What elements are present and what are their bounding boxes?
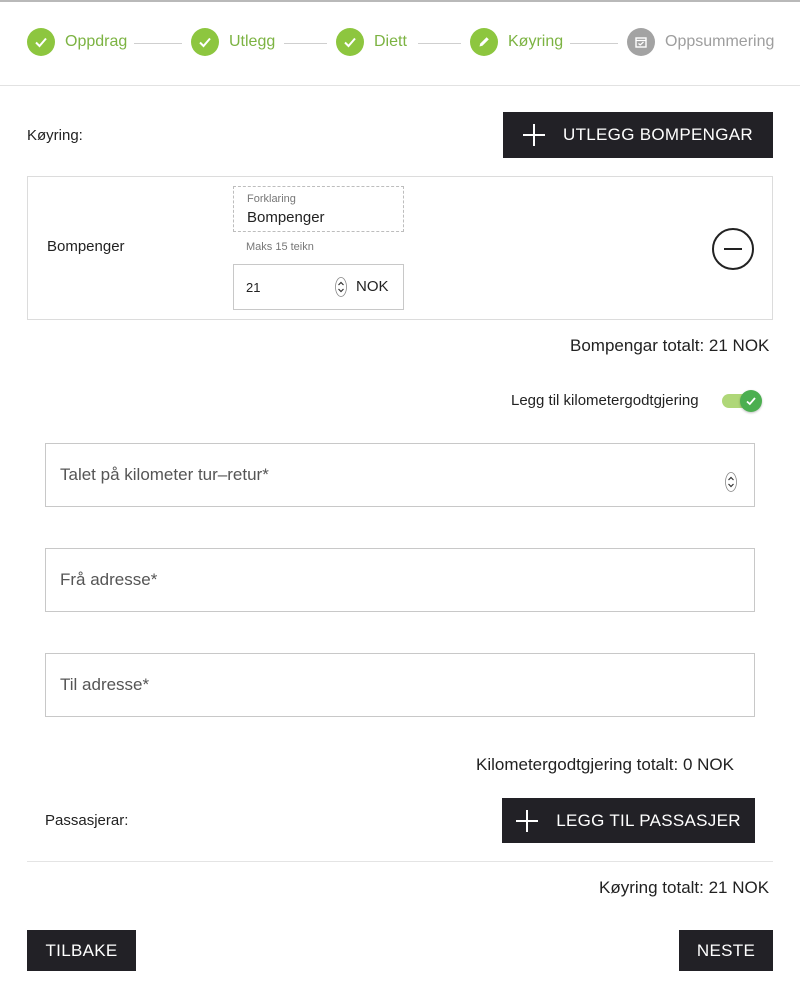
- toll-item-card: [27, 176, 773, 320]
- number-stepper-icon[interactable]: [725, 472, 737, 492]
- step-label: Oppsummering: [665, 33, 775, 50]
- km-input[interactable]: [45, 443, 755, 507]
- step-label: Køyring: [508, 33, 564, 50]
- add-toll-button[interactable]: [503, 112, 773, 158]
- mileage-toggle-label: Legg til kilometergodtgjering: [511, 392, 699, 409]
- currency-label: NOK: [356, 278, 389, 295]
- description-field-value: Bompenger: [247, 209, 325, 226]
- toll-amount-value: 21: [246, 280, 261, 295]
- mileage-toggle[interactable]: [722, 390, 764, 412]
- remove-toll-button[interactable]: [712, 228, 754, 270]
- next-button[interactable]: [679, 930, 773, 971]
- check-icon: [191, 28, 219, 56]
- step-connector: [570, 43, 618, 44]
- toll-amount-field[interactable]: [233, 264, 404, 310]
- toll-total: Bompengar totalt: 21 NOK: [570, 336, 770, 355]
- toll-item-name: Bompenger: [47, 238, 125, 255]
- number-stepper-icon[interactable]: [335, 277, 347, 297]
- plus-icon: [523, 124, 545, 146]
- step-label: Diett: [374, 33, 407, 50]
- driving-section-label: Køyring:: [27, 127, 83, 144]
- description-field[interactable]: [233, 186, 404, 232]
- from-address-input[interactable]: [45, 548, 755, 612]
- step-connector: [284, 43, 327, 44]
- step-koyring[interactable]: [470, 28, 563, 56]
- step-diett[interactable]: [336, 28, 407, 56]
- step-utlegg[interactable]: [191, 28, 275, 56]
- step-label: Oppdrag: [65, 33, 128, 50]
- add-passenger-label: LEGG TIL PASSASJER: [556, 810, 741, 830]
- back-button[interactable]: [27, 930, 136, 971]
- step-oppdrag[interactable]: [27, 28, 127, 56]
- passengers-label: Passasjerar:: [45, 812, 129, 829]
- plus-icon: [516, 810, 538, 832]
- step-oppsummering[interactable]: [627, 28, 774, 56]
- km-total: Kilometergodtgjering totalt: 0 NOK: [476, 755, 734, 774]
- to-address-input[interactable]: [45, 653, 755, 717]
- add-passenger-button[interactable]: [502, 798, 755, 843]
- step-connector: [134, 43, 182, 44]
- step-label: Utlegg: [229, 33, 276, 50]
- description-hint: Maks 15 teikn: [246, 241, 314, 253]
- pencil-icon: [470, 28, 498, 56]
- add-toll-label: UTLEGG BOMPENGAR: [563, 125, 753, 144]
- check-icon: [740, 390, 762, 412]
- check-icon: [336, 28, 364, 56]
- description-field-label: Forklaring: [247, 193, 296, 205]
- progress-stepper: [0, 2, 800, 86]
- driving-total: Køyring totalt: 21 NOK: [599, 878, 770, 897]
- check-icon: [27, 28, 55, 56]
- back-button-label: TILBAKE: [45, 940, 118, 960]
- divider: [27, 861, 773, 862]
- calendar-check-icon: [627, 28, 655, 56]
- step-connector: [418, 43, 461, 44]
- next-button-label: NESTE: [696, 940, 756, 960]
